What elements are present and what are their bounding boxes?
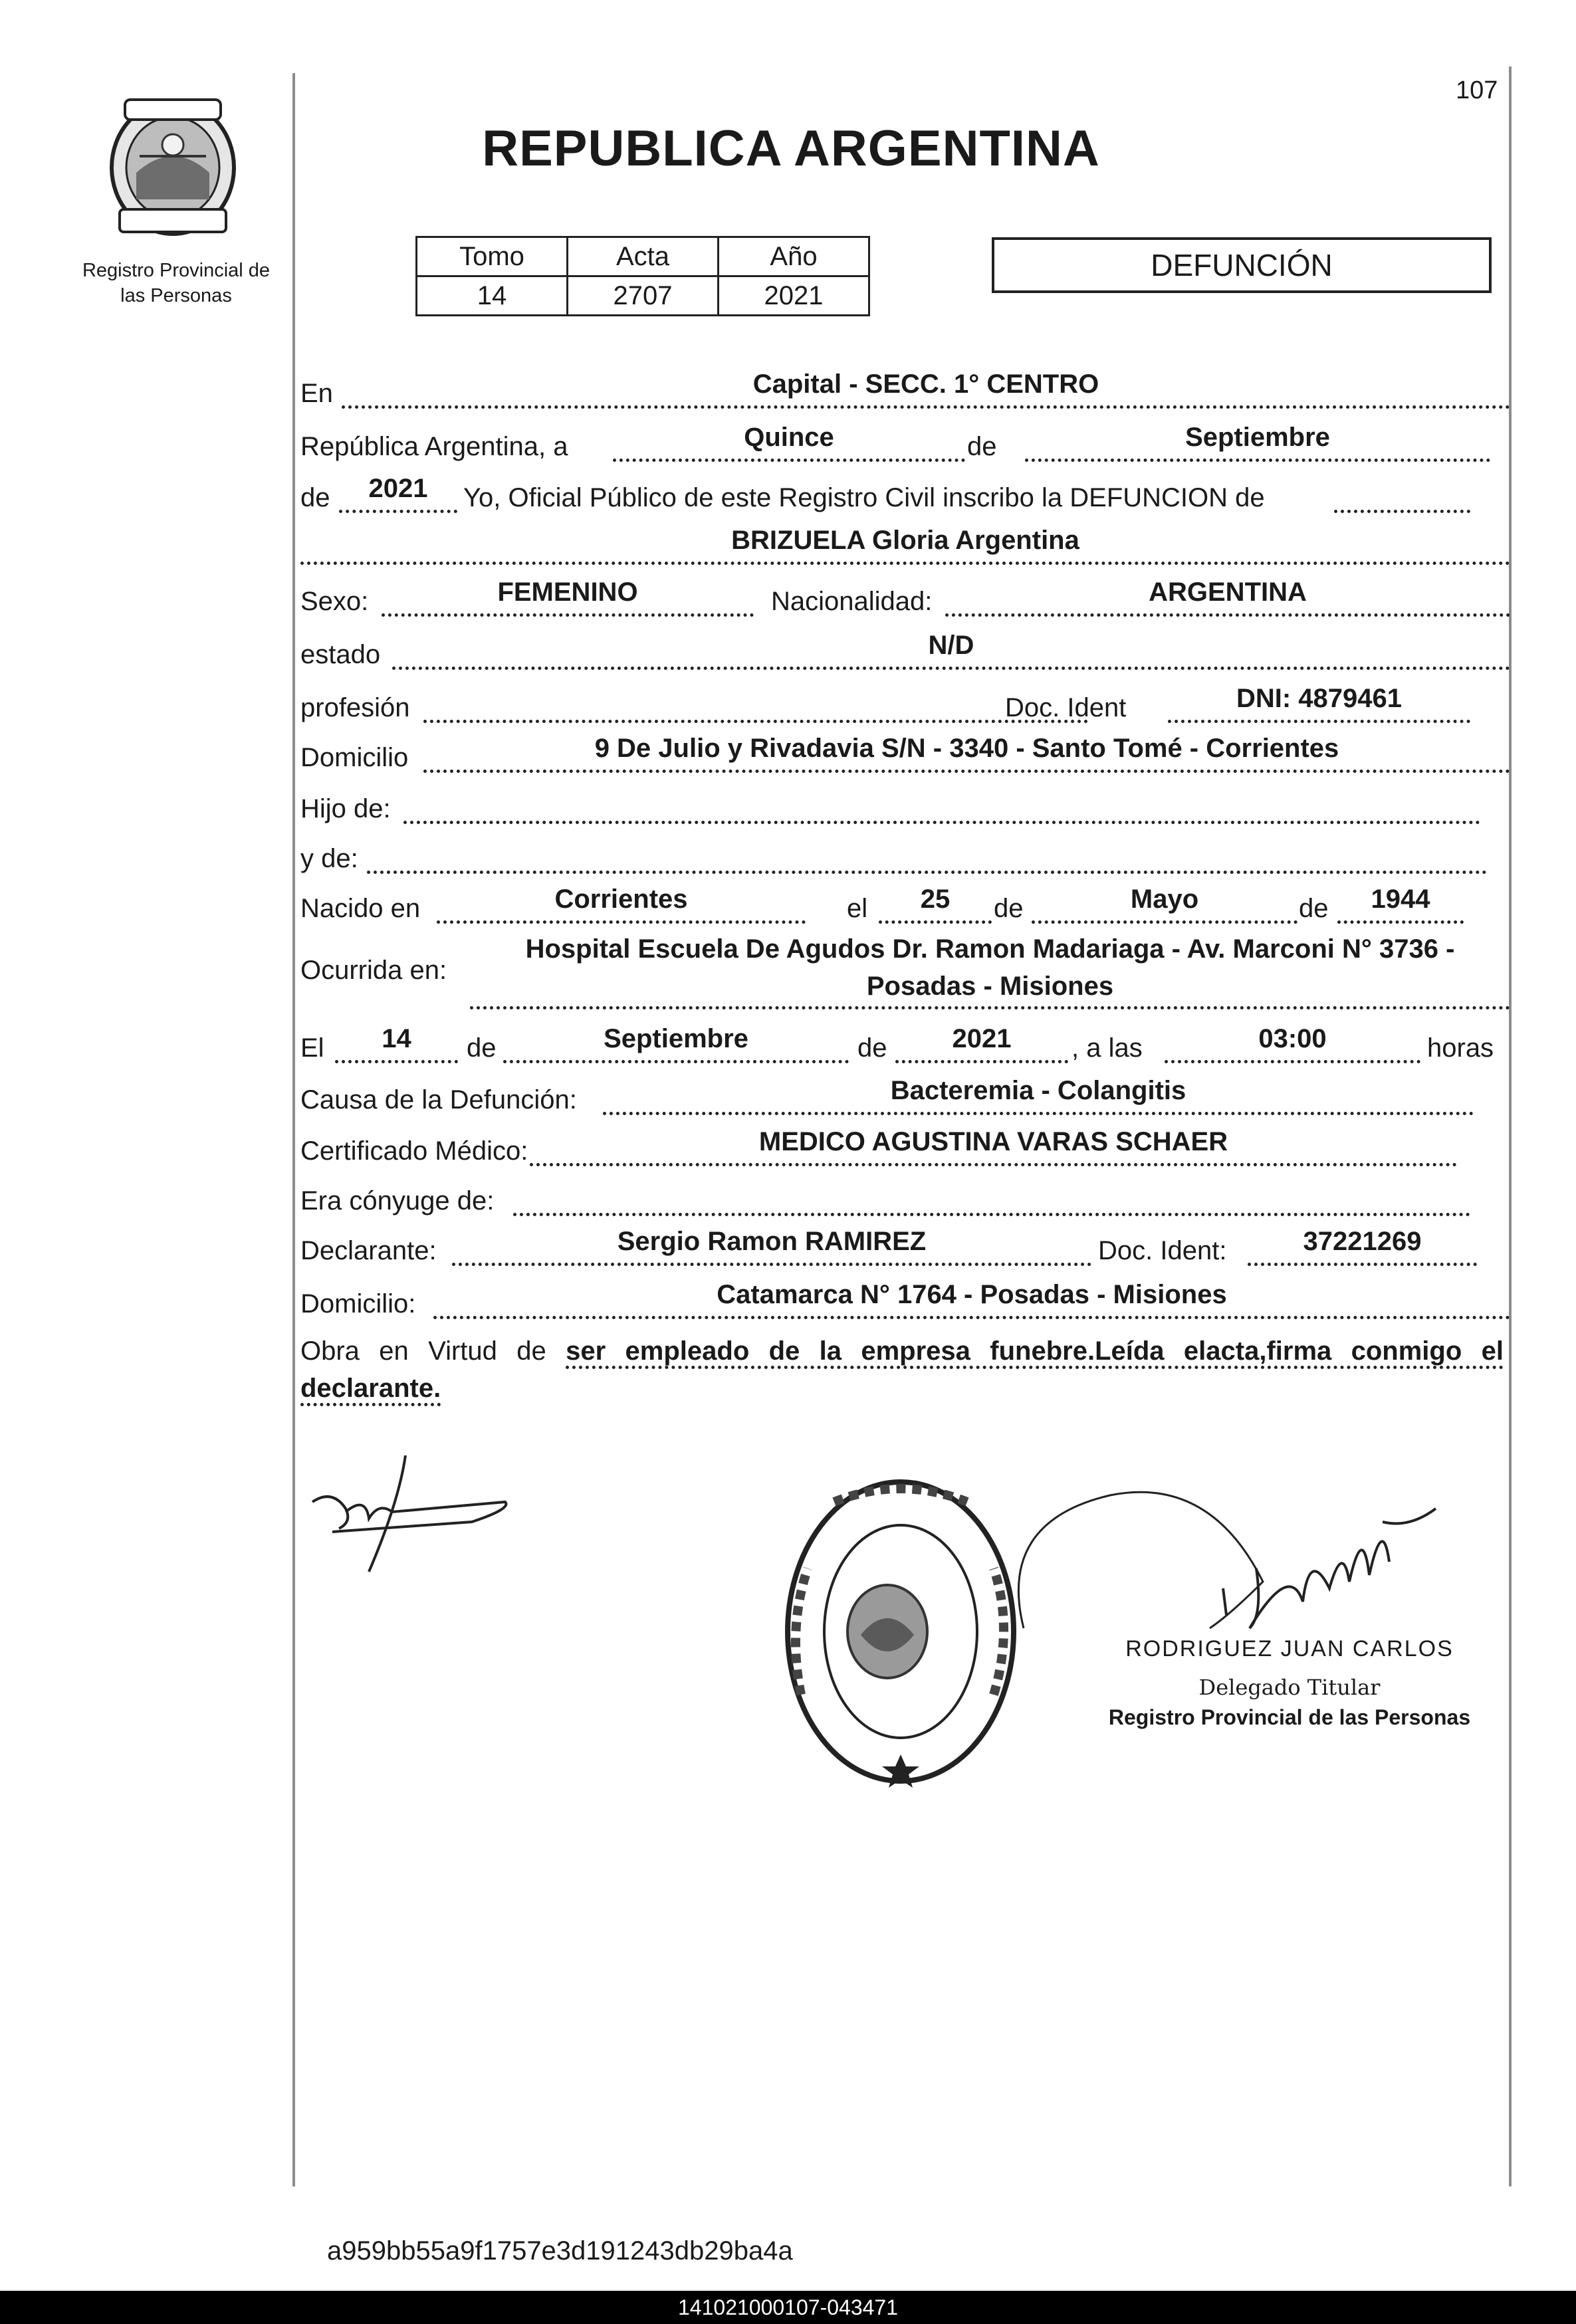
anio-value: 2021: [719, 276, 869, 316]
yde-field: [367, 831, 1487, 874]
row-hijo: [300, 778, 1510, 828]
docident-label: Doc. Ident: [1005, 693, 1127, 722]
yde-label: y de:: [300, 844, 358, 873]
row-en: [300, 362, 1510, 413]
domicilio-label: Domicilio: [300, 743, 409, 772]
row-estado: [300, 623, 1510, 674]
declarante-doc-field: 37221269: [1248, 1223, 1477, 1266]
oficial-role: Delegado Titular: [1198, 1675, 1381, 1700]
el-label: el: [847, 894, 868, 923]
nacido-mes-field: Mayo: [1032, 881, 1297, 924]
horas-label: horas: [1427, 1033, 1494, 1063]
official-stamp: [781, 1475, 1020, 1788]
causa-field: Bacteremia - Colangitis: [603, 1072, 1474, 1115]
tomo-value: 14: [417, 276, 568, 316]
registro-label: [60, 258, 292, 308]
row-domicilio2: [300, 1273, 1510, 1323]
de-label-4: de: [1299, 894, 1329, 923]
row-profesion: [300, 677, 1510, 727]
domicilio2-field: Catamarca N° 1764 - Posadas - Misiones: [433, 1276, 1510, 1319]
docident-field: DNI: 4879461: [1168, 680, 1470, 723]
obra-label: Obra en Virtud de: [300, 1336, 546, 1366]
row-conyuge: [300, 1170, 1510, 1220]
domicilio2-label: Domicilio:: [300, 1289, 416, 1319]
nacido-label: Nacido en: [300, 894, 421, 923]
row-domicilio: [300, 726, 1510, 777]
ocurrida-line-2: Posadas - Misiones: [866, 972, 1114, 1001]
ocurrida-line-1: Hospital Escuela De Agudos Dr. Ramon Madariaga - Av. Marconi N° 3736 -: [525, 934, 1455, 964]
obra-field: ser empleado de la empresa funebre.Leída elacta,firma conmigo el declarante.: [300, 1336, 1504, 1406]
left-margin-line: [292, 73, 295, 2186]
nombre-field: BRIZUELA Gloria Argentina: [300, 522, 1510, 565]
anio-field: 2021: [339, 470, 457, 513]
row-fecha: [300, 415, 1510, 466]
def-hora-field: 03:00: [1165, 1020, 1420, 1063]
declarante-signature: [306, 1449, 518, 1582]
acta-header: Acta: [568, 237, 719, 276]
row-nacido: [300, 877, 1510, 928]
alas-label: , a las: [1071, 1033, 1143, 1063]
registro-line-2: las Personas: [120, 285, 232, 306]
oficial-name: RODRIGUEZ JUAN CARLOS: [1125, 1636, 1454, 1661]
document-title: REPUBLICA ARGENTINA: [482, 120, 1100, 177]
estado-label: estado: [300, 640, 381, 669]
row-ocurrida: [300, 930, 1510, 1010]
def-anio-field: 2021: [895, 1020, 1068, 1063]
page-number: 107: [1456, 76, 1498, 104]
de-label-3: de: [994, 894, 1024, 923]
row-certificado: [300, 1120, 1510, 1170]
en-field: Capital - SECC. 1° CENTRO: [342, 366, 1510, 409]
acta-value: 2707: [568, 276, 719, 316]
conyuge-field: [513, 1173, 1470, 1216]
conyuge-label: Era cónyuge de:: [300, 1186, 495, 1215]
rep-label: República Argentina, a: [300, 432, 568, 461]
record-type-box: DEFUNCIÓN: [992, 237, 1492, 293]
yo-text: Yo, Oficial Público de este Registro Civil inscribo la DEFUNCION de: [463, 483, 1265, 512]
el2-label: El: [300, 1033, 324, 1063]
nacionalidad-field: ARGENTINA: [945, 574, 1510, 617]
mes-field: Septiembre: [1025, 419, 1490, 462]
docident2-label: Doc. Ident:: [1098, 1236, 1227, 1265]
en-label: En: [300, 379, 333, 408]
nacido-dia-field: 25: [879, 881, 992, 924]
estado-field: N/D: [392, 627, 1510, 670]
de-label-2: de: [300, 483, 330, 512]
ocurrida-field: [470, 930, 1510, 1009]
tomo-header: Tomo: [417, 237, 568, 276]
profesion-label: profesión: [300, 693, 410, 722]
hijo-label: Hijo de:: [300, 794, 391, 823]
registro-line-1: Registro Provincial de: [82, 260, 271, 281]
dia-field: Quince: [613, 419, 965, 462]
de-label-6: de: [857, 1033, 887, 1063]
def-dia-field: 14: [335, 1020, 458, 1063]
row-sexo: [300, 570, 1510, 621]
row-declarante: [300, 1219, 1510, 1270]
hijo-field: [403, 781, 1480, 824]
certificado-field: MEDICO AGUSTINA VARAS SCHAER: [530, 1123, 1457, 1166]
province-seal-icon: [100, 93, 246, 246]
obra-paragraph: [300, 1332, 1504, 1407]
anio-header: Año: [719, 237, 869, 276]
row-anio: [300, 467, 1510, 517]
oficial-org: Registro Provincial de las Personas: [1108, 1705, 1471, 1729]
nacido-anio-field: 1944: [1337, 881, 1464, 924]
barcode-bar: 141021000107-043471: [0, 2291, 1576, 2324]
oficial-signature: [1010, 1482, 1462, 1635]
nacido-lugar-field: Corrientes: [437, 881, 806, 924]
causa-label: Causa de la Defunción:: [300, 1085, 577, 1114]
row-nombre: [300, 518, 1510, 569]
certificado-label: Certificado Médico:: [300, 1136, 528, 1166]
def-mes-field: Septiembre: [503, 1020, 849, 1063]
sexo-label: Sexo:: [300, 587, 369, 616]
tomo-acta-anio-table: [415, 236, 870, 316]
sexo-field: FEMENINO: [382, 574, 754, 617]
nacionalidad-label: Nacionalidad:: [771, 587, 933, 616]
document-hash: a959bb55a9f1757e3d191243db29ba4a: [327, 2236, 793, 2266]
declarante-label: Declarante:: [300, 1236, 437, 1265]
yo-blank-field: [1334, 470, 1470, 513]
de-label-1: de: [967, 432, 997, 461]
domicilio-field: 9 De Julio y Rivadavia S/N - 3340 - Santo Tomé - Corrientes: [423, 730, 1510, 773]
ocurrida-label: Ocurrida en:: [300, 956, 447, 985]
declarante-field: Sergio Ramon RAMIREZ: [452, 1223, 1091, 1266]
row-causa: [300, 1069, 1510, 1119]
row-fecha-defuncion: [300, 1017, 1510, 1067]
de-label-5: de: [467, 1033, 497, 1063]
profesion-field: [423, 680, 1088, 723]
row-yde: [300, 827, 1510, 878]
